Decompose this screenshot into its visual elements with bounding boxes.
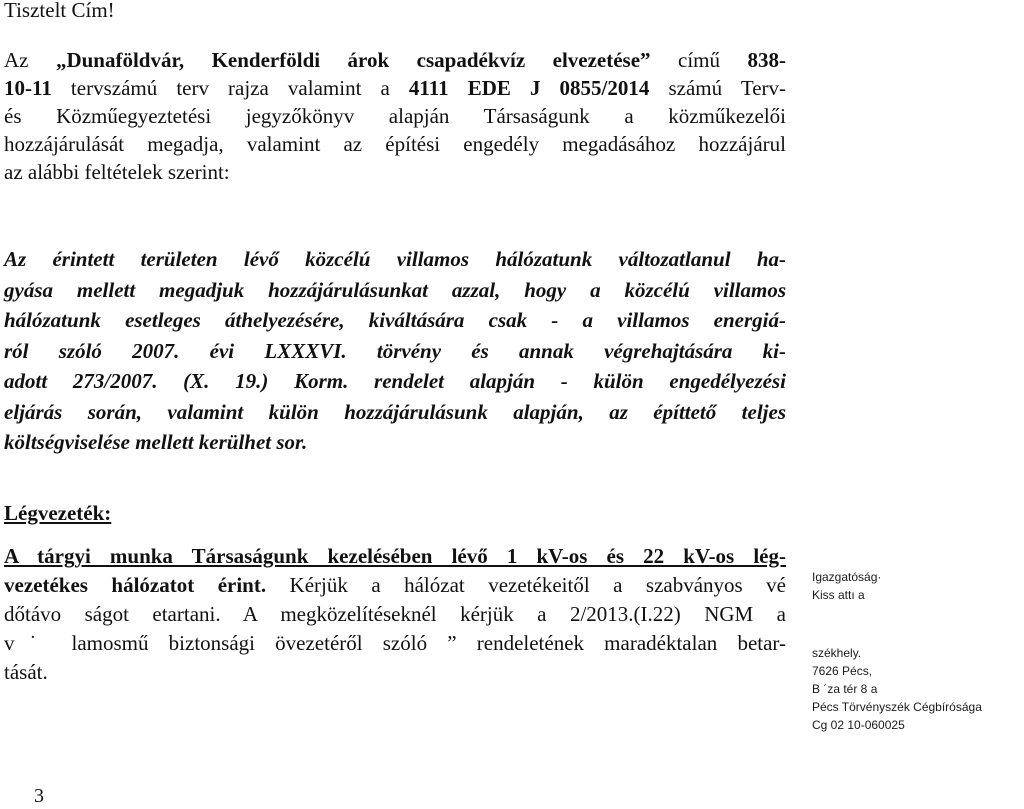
project-title: „Dunaföldvár, Kenderföldi árok csapadékvíz elvezetése”	[55, 48, 651, 72]
conditions-line: költségviselése mellett kerülhet sor.	[4, 430, 308, 454]
approval-line-5: az alábbi feltételek szerint:	[4, 160, 230, 184]
approval-line-1	[4, 46, 786, 74]
approval-paragraph	[4, 46, 786, 186]
minutes-number: 4111 EDE J 0855/2014	[408, 76, 650, 100]
approval-line-2	[4, 74, 786, 102]
overhead-line-1: A tárgyi munka Társaságunk kezelésében lévő 1 kV-os és 22 kV-os lég-	[4, 544, 786, 568]
sidebar-line: Igazgatóság·	[812, 570, 882, 584]
conditions-line: adott 273/2007. (X. 19.) Korm. rendelet alapján - külön engedélyezési	[4, 369, 786, 393]
sidebar-line: székhely.	[812, 646, 862, 660]
text-run: vezetékes hálózatot érint.	[4, 573, 267, 597]
sidebar-line: 7626 Pécs,	[812, 664, 873, 678]
text-run: számú Terv-	[649, 76, 787, 100]
overhead-line-5: tását.	[4, 660, 48, 684]
section-heading: Légvezeték:	[4, 501, 112, 525]
sidebar-line: Kiss attı a	[812, 588, 865, 602]
conditions-line: gyása mellett megadjuk hozzájárulásunkat azzal, hogy a közcélú villamos	[4, 277, 786, 302]
text-run: Az	[4, 48, 56, 72]
sidebar-line: B ´za tér 8 a	[812, 682, 878, 696]
conditions-line: ról szóló 2007. évi LXXXVI. törvény és annak végrehajtására ki-	[4, 338, 786, 363]
overhead-line-4: v˙ lamosmű biztonsági övezetéről szóló ” rendeletének maradéktalan betar-	[4, 631, 786, 655]
overhead-line-2	[4, 571, 786, 600]
company-info-sidebar	[812, 568, 1024, 734]
sidebar-line: Cg 02 10-060025	[812, 718, 905, 732]
plan-number-part: 10-11	[4, 76, 52, 100]
text-run: tervszámú terv rajza valamint a	[51, 76, 409, 100]
sidebar-line: Pécs Törvényszék Cégbírósága	[812, 700, 982, 714]
greeting: Tisztelt Cím!	[4, 0, 115, 22]
conditions-paragraph	[4, 244, 786, 458]
page-number: 3	[34, 785, 44, 807]
conditions-line: hálózatunk esetleges áthelyezésére, kiváltására csak - a villamos energiá-	[4, 308, 786, 332]
conditions-line: Az érintett területen lévő közcélú villamos hálózatunk változatlanul ha-	[4, 247, 786, 271]
overhead-line-3: dőtávo ságot etartani. A megközelítéseknél kérjük a 2/2013.(I.22) NGM a	[4, 602, 786, 626]
plan-number-part: 838-	[747, 48, 786, 72]
approval-line-3: és Közműegyeztetési jegyzőkönyv alapján Társaságunk a közműkezelői	[4, 104, 786, 128]
text-run: Kérjük a hálózat vezetékeitől a szabványos vé	[266, 573, 786, 597]
conditions-line: eljárás során, valamint külön hozzájárulásunk alapján, az építtető teljes	[4, 399, 786, 424]
sidebar-spacer	[812, 604, 1024, 644]
overhead-line-paragraph	[4, 542, 786, 687]
text-run: című	[650, 48, 748, 72]
approval-line-4: hozzájárulását megadja, valamint az építési engedély megadásához hozzájárul	[4, 132, 786, 156]
